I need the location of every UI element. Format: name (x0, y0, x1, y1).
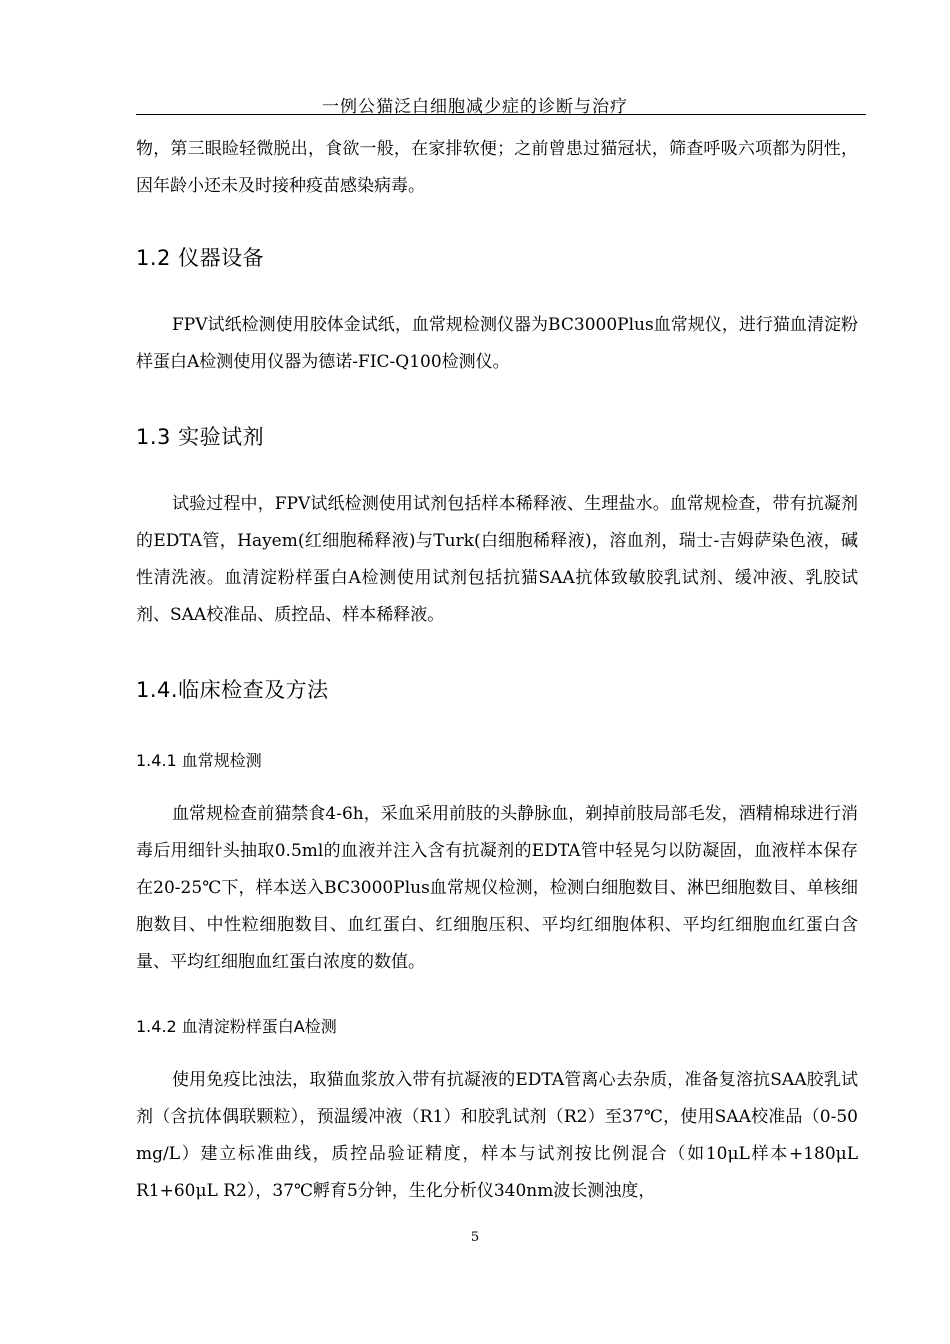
page-number: 5 (470, 1230, 480, 1245)
header-rule (136, 114, 866, 115)
paragraph-saa-test: 使用免疫比浊法，取猫血浆放入带有抗凝液的EDTA管离心去杂质，准备复溶抗SAA胶乳试剂（含抗体偶联颗粒），预温缓冲液（R1）和胶乳试剂（R2）至37℃，使用SAA校准品（0-50 mg/L）建立标准曲线，质控品验证精度，样本与试剂按比例混合（如10μL样本+180μL R1+60μL R2），37℃孵育5分钟，生化分析仪340nm波长测浊度， (136, 1070, 858, 1201)
paragraph-instruments: FPV试纸检测使用胶体金试纸，血常规检测仪器为BC3000Plus血常规仪，进行猫血清淀粉样蛋白A检测使用仪器为德诺-FIC-Q100检测仪。 (136, 315, 858, 372)
paragraph-patient-history: 物，第三眼睑轻微脱出，食欲一般，在家排软便；之前曾患过猫冠状，筛查呼吸六项都为阴性，因年龄小还未及时接种疫苗感染病毒。 (136, 139, 858, 196)
heading-reagents: 1.3 实验试剂 (136, 425, 265, 449)
paragraph-reagents: 试验过程中，FPV试纸检测使用试剂包括样本稀释液、生理盐水。血常规检查，带有抗凝剂的EDTA管，Hayem(红细胞稀释液)与Turk(白细胞稀释液)，溶血剂，瑞士-吉姆萨染色液，碱性清洗液。血清淀粉样蛋白A检测使用试剂包括抗猫SAA抗体致敏胶乳试剂、缓冲液、乳胶试剂、SAA校准品、质控品、样本稀释液。 (136, 494, 858, 625)
paragraph-blood-routine: 血常规检查前猫禁食4-6h，采血采用前肢的头静脉血，剃掉前肢局部毛发，酒精棉球进行消毒后用细针头抽取0.5ml的血液并注入含有抗凝剂的EDTA管中轻晃匀以防凝固，血液样本保存在20-25℃下，样本送入BC3000Plus血常规仪检测，检测白细胞数目、淋巴细胞数目、单核细胞数目、中性粒细胞数目、血红蛋白、红细胞压积、平均红细胞体积、平均红细胞血红蛋白含量、平均红细胞血红蛋白浓度的数值。 (136, 804, 858, 972)
heading-clinical-methods: 1.4.临床检查及方法 (136, 678, 329, 702)
heading-instruments: 1.2 仪器设备 (136, 246, 265, 270)
running-header: 一例公猫泛白细胞减少症的诊断与治疗 (322, 97, 628, 117)
heading-blood-routine: 1.4.1 血常规检测 (136, 751, 262, 770)
heading-saa-test: 1.4.2 血清淀粉样蛋白A检测 (136, 1017, 337, 1036)
